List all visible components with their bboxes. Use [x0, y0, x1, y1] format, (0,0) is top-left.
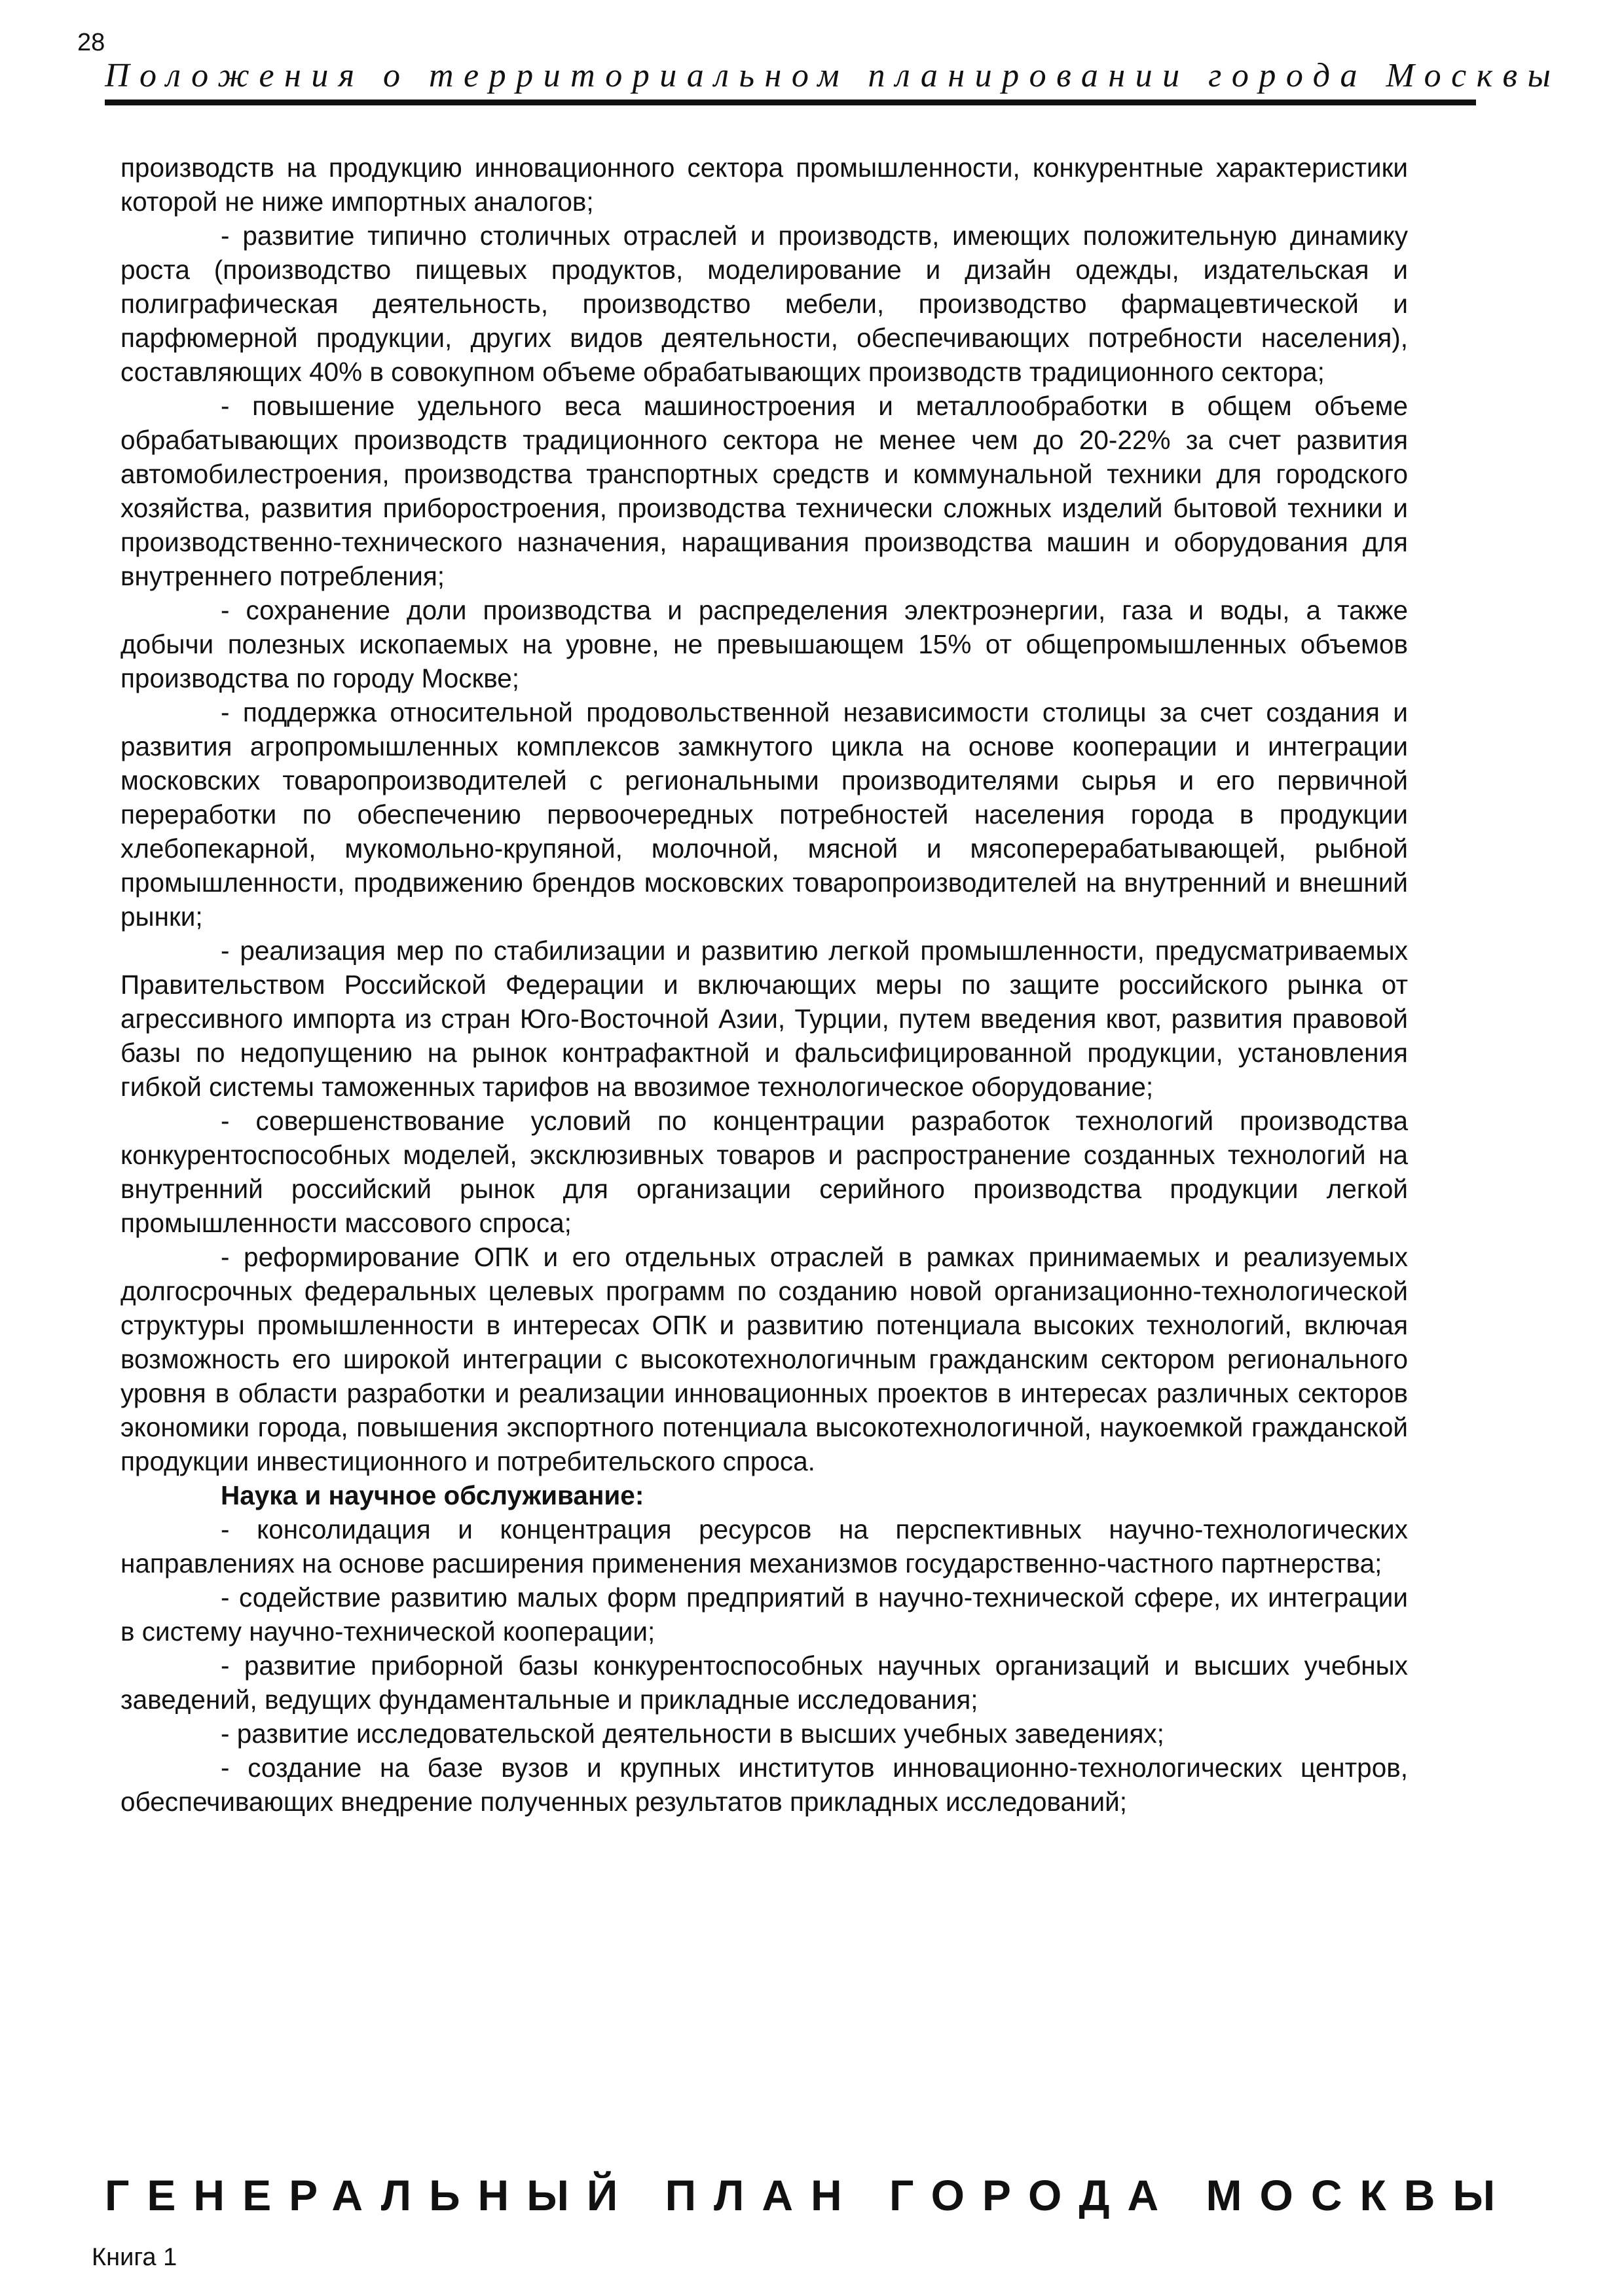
list-item: - реформирование ОПК и его отдельных отраслей в рамках принимаемых и реализуемых долгосрочных федеральных целевых программ по созданию новой организационно-технологической структуры промышленности в интересах ОПК и развитию потенциала высоких технологий, включая возможность его широкой интеграции с высокотехнологичным гражданским сектором регионального уровня в области разработки и реализации инновационных проектов в интересах различных секторов экономики города, повышения экспортного потенциала высокотехнологичной, наукоемкой гражданской продукции инвестиционного и потребительского спроса.: [120, 1242, 1408, 1476]
list-item: - содействие развитию малых форм предприятий в научно-технической сфере, их интеграции в систему научно-технической кооперации;: [120, 1582, 1408, 1647]
list-item: - повышение удельного веса машиностроения и металлообработки в общем объеме обрабатывающих производств традиционного сектора не менее чем до 20-22% за счет развития автомобилестроения, производства транспортных средств и коммунальной техники для городского хозяйства, развития приборостроения, производства технически сложных изделий бытовой техники и производственно-технического назначения, наращивания производства машин и оборудования для внутреннего потребления;: [120, 391, 1408, 591]
continuation-paragraph: производств на продукцию инновационного сектора промышленности, конкурентные характеристики которой не ниже импортных аналогов;: [120, 153, 1408, 217]
book-label: Книга 1: [92, 2244, 177, 2271]
list-item: - развитие исследовательской деятельности в высших учебных заведениях;: [221, 1719, 1164, 1749]
list-item: - поддержка относительной продовольственной независимости столицы за счет создания и развития агропромышленных комплексов замкнутого цикла на основе кооперации и интеграции московских товаропроизводителей с региональными производителями сырья и его первичной переработки по обеспечению первоочередных потребностей населения города в продукции хлебопекарной, мукомольно-крупяной, молочной, мясной и мясоперерабатывающей, рыбной промышленности, продвижению брендов московских товаропроизводителей на внутренний и внешний рынки;: [120, 697, 1408, 932]
list-item: - реализация мер по стабилизации и развитию легкой промышленности, предусматриваемых Правительством Российской Федерации и включающих меры по защите российского рынка от агрессивного импорта из стран Юго-Восточной Азии, Турции, путем введения квот, развития правовой базы по недопущению на рынок контрафактной и фальсифицированной продукции, установления гибкой системы таможенных тарифов на ввозимое технологическое оборудование;: [120, 936, 1408, 1102]
list-item: - развитие типично столичных отраслей и производств, имеющих положительную динамику роста (производство пищевых продуктов, моделирование и дизайн одежды, издательская и полиграфическая деятельность, производство мебели, производство фармацевтической и парфюмерной продукции, других видов деятельности, обеспечивающих потребности населения), составляющих 40% в совокупном объеме обрабатывающих производств традиционного сектора;: [120, 221, 1408, 387]
running-header: Положения о территориальном планировании города Москвы: [105, 57, 1561, 94]
section-heading: Наука и научное обслуживание:: [221, 1480, 644, 1510]
body-text: [120, 151, 1408, 1819]
list-item: - создание на базе вузов и крупных институтов инновационно-технологических центров, обеспечивающих внедрение полученных результатов прикладных исследований;: [120, 1753, 1408, 1817]
list-item: - сохранение доли производства и распределения электроэнергии, газа и воды, а также добычи полезных ископаемых на уровне, не превышающем 15% от общепромышленных объемов производства по городу Москве;: [120, 595, 1408, 693]
list-item: - консолидация и концентрация ресурсов на перспективных научно-технологических направлениях на основе расширения применения механизмов государственно-частного партнерства;: [120, 1514, 1408, 1578]
header-rule: [105, 100, 1476, 105]
list-item: - совершенствование условий по концентрации разработок технологий производства конкурентоспособных моделей, эксклюзивных товаров и распространение созданных технологий на внутренний российский рынок для организации серийного производства продукции легкой промышленности массового спроса;: [120, 1106, 1408, 1238]
footer-title: ГЕНЕРАЛЬНЫЙ ПЛАН ГОРОДА МОСКВЫ: [105, 2171, 1513, 2219]
list-item: - развитие приборной базы конкурентоспособных научных организаций и высших учебных заведений, ведущих фундаментальные и прикладные исследования;: [120, 1650, 1408, 1715]
page-number: 28: [77, 29, 105, 56]
